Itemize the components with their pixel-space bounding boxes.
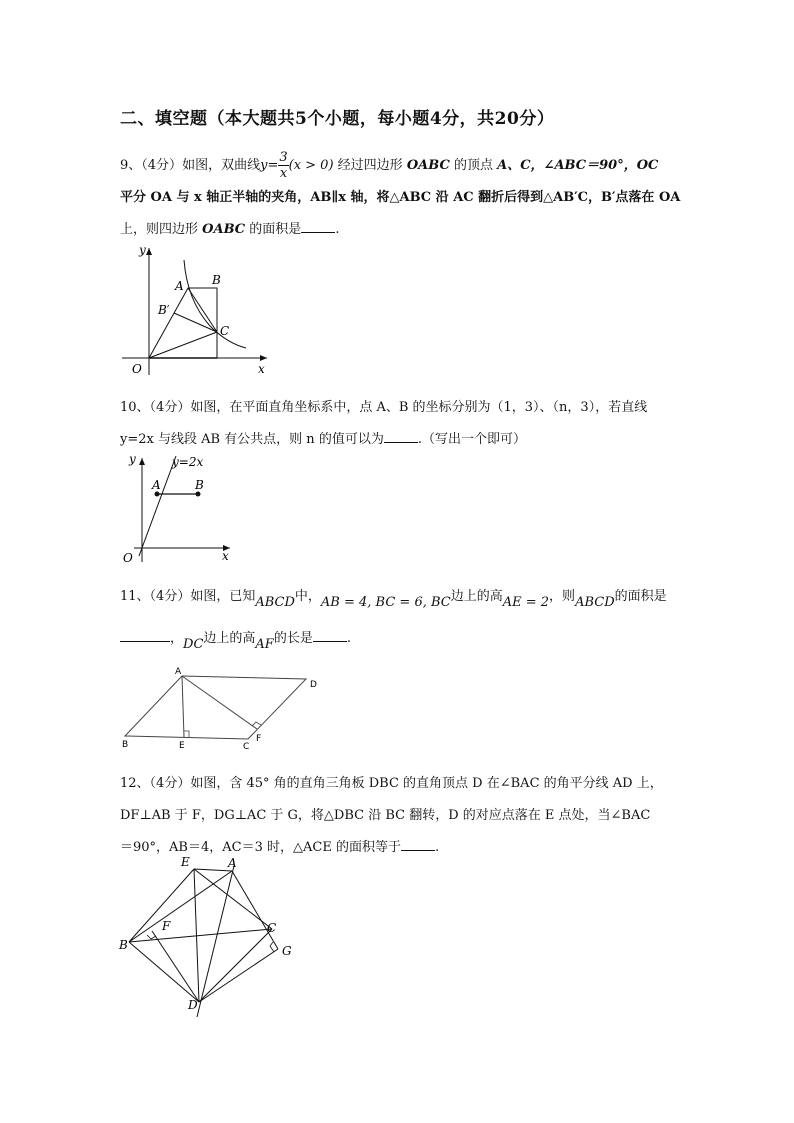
label-d: D	[310, 680, 317, 690]
q9-line-1	[120, 150, 658, 181]
q9-text: 的面积是	[249, 222, 302, 237]
label-a: A	[175, 279, 184, 293]
segment-ea	[194, 869, 232, 871]
q9-answer-blank[interactable]	[301, 222, 335, 233]
q9-text-bold: A、C，∠ABC＝90°，OC	[497, 158, 659, 173]
label-c: C	[243, 742, 250, 752]
segment-df	[152, 931, 199, 1002]
q11-math: AF	[255, 637, 274, 652]
q10-answer-blank[interactable]	[384, 432, 418, 443]
label-a: A	[152, 478, 161, 492]
label-d: D	[188, 998, 198, 1012]
q9-text: 上，则四边形	[120, 222, 199, 237]
height-ae	[182, 676, 184, 737]
right-angle-e	[184, 731, 189, 737]
label-line: y=2x	[172, 455, 204, 469]
q11-math: DC	[183, 637, 204, 652]
segment-bd	[129, 942, 199, 1002]
q11-answer-blank-1[interactable]	[120, 631, 170, 642]
q11-math: ABCD	[575, 595, 615, 610]
q11-end: .	[346, 631, 351, 646]
q11-text: 边上的高	[203, 631, 256, 646]
q11-answer-blank-2[interactable]	[313, 631, 347, 642]
label-b: B	[195, 478, 204, 492]
q12-figure	[112, 852, 307, 1022]
y-axis-arrow	[146, 248, 152, 255]
point-b	[196, 492, 201, 497]
label-g: G	[282, 944, 292, 958]
label-y: y	[139, 243, 146, 257]
q9-line-3	[120, 218, 339, 237]
q9-text: 的顶点	[453, 158, 493, 173]
q12-answer-blank[interactable]	[401, 840, 435, 851]
q9-figure	[112, 238, 282, 380]
label-o: O	[123, 551, 133, 565]
label-e: E	[179, 741, 185, 751]
q11-text: 的面积是	[614, 589, 667, 604]
segment-ba	[129, 871, 232, 942]
q10-line-2	[120, 428, 526, 447]
q11-text: ，则	[549, 589, 576, 604]
q12-line-2: DF⊥AB 于 F，DG⊥AC 于 G，将△DBC 沿 BC 翻转，D 的对应点落在 E 点处，当∠BAC	[120, 808, 651, 823]
parallelogram	[125, 676, 306, 739]
q9-func-cond: (x > 0)	[288, 158, 334, 173]
q12-text: ＝90°，AB＝4，AC＝3 时，△ACE 的面积等于	[120, 840, 401, 855]
q9-func-eq: =	[267, 158, 279, 173]
q10-line-1: 10、（4分）如图，在平面直角坐标系中，点 A、B 的坐标分别为（1，3）、（n，3），若直线	[120, 400, 648, 415]
right-angle-f	[252, 722, 261, 726]
x-axis-arrow	[260, 355, 267, 361]
label-c: C	[267, 921, 277, 935]
section-title: 二、填空题（本大题共5个小题，每小题4分，共20分）	[120, 109, 555, 129]
q12-end: .	[434, 840, 440, 855]
q11-text: 中，	[294, 589, 321, 604]
q9-quad-name: OABC	[202, 222, 246, 237]
label-f: F	[162, 919, 171, 933]
q10-figure	[112, 450, 242, 568]
y-axis-arrow	[139, 458, 145, 465]
label-x: x	[258, 362, 265, 376]
label-b-prime: B′	[158, 303, 170, 317]
q11-text: 边上的高	[450, 589, 503, 604]
q10-text: .（写出一个即可）	[417, 432, 526, 447]
segment-ag	[232, 871, 278, 949]
height-af	[182, 676, 257, 729]
segment-oc	[149, 332, 217, 358]
q9-frac-den: x	[279, 166, 288, 181]
right-angle-g	[270, 942, 274, 952]
label-a: A	[175, 667, 182, 677]
label-y: y	[129, 452, 136, 466]
q9-quad-name: OABC	[406, 158, 450, 173]
label-x: x	[222, 549, 229, 563]
point-a	[155, 492, 160, 497]
segment-dg	[199, 949, 278, 1002]
q9-frac-num: 3	[279, 150, 288, 165]
q9-points: （4分）	[141, 158, 183, 173]
q11-text: ，	[170, 631, 184, 646]
q11-text: 11、（4分）如图，已知	[120, 589, 256, 604]
q11-math: AE = 2	[502, 595, 550, 610]
q9-fraction	[278, 150, 288, 181]
label-a: A	[228, 856, 237, 870]
q11-math: ABCD	[255, 595, 295, 610]
q11-math: AB = 4, BC = 6, BC	[320, 595, 451, 610]
q9-func-y: y	[260, 158, 268, 173]
label-b: B	[212, 273, 221, 287]
q12-line-1: 12、（4分）如图，含 45° 角的直角三角板 DBC 的直角顶点 D 在∠BAC 的角平分线 AD 上，	[120, 776, 663, 791]
label-b: B	[119, 938, 128, 952]
label-e: E	[181, 855, 190, 869]
q11-text: 的长是	[273, 631, 313, 646]
label-b: B	[122, 740, 129, 750]
q9-text: 经过四边形	[337, 158, 403, 173]
segment-ad	[197, 866, 234, 1017]
q11-line-2	[120, 627, 351, 652]
segment-bc	[129, 929, 272, 942]
q11-line-1	[120, 585, 667, 610]
q11-figure	[118, 665, 330, 753]
q9-line-2: 平分 OA 与 x 轴正半轴的夹角，AB∥x 轴，将△ABC 沿 AC 翻折后得到△AB′C，B′点落在 OA	[120, 190, 681, 205]
line-y-2x	[139, 456, 176, 556]
segment-ec	[194, 869, 272, 929]
q10-text: y=2x 与线段 AB 有公共点，则 n 的值可以为	[120, 432, 384, 447]
label-c: C	[220, 324, 230, 338]
q9-end: .	[335, 222, 340, 237]
label-f: F	[256, 734, 262, 744]
q9-text: 如图，双曲线	[182, 158, 261, 173]
label-o: O	[132, 362, 142, 376]
q9-number: 9、	[120, 158, 142, 173]
